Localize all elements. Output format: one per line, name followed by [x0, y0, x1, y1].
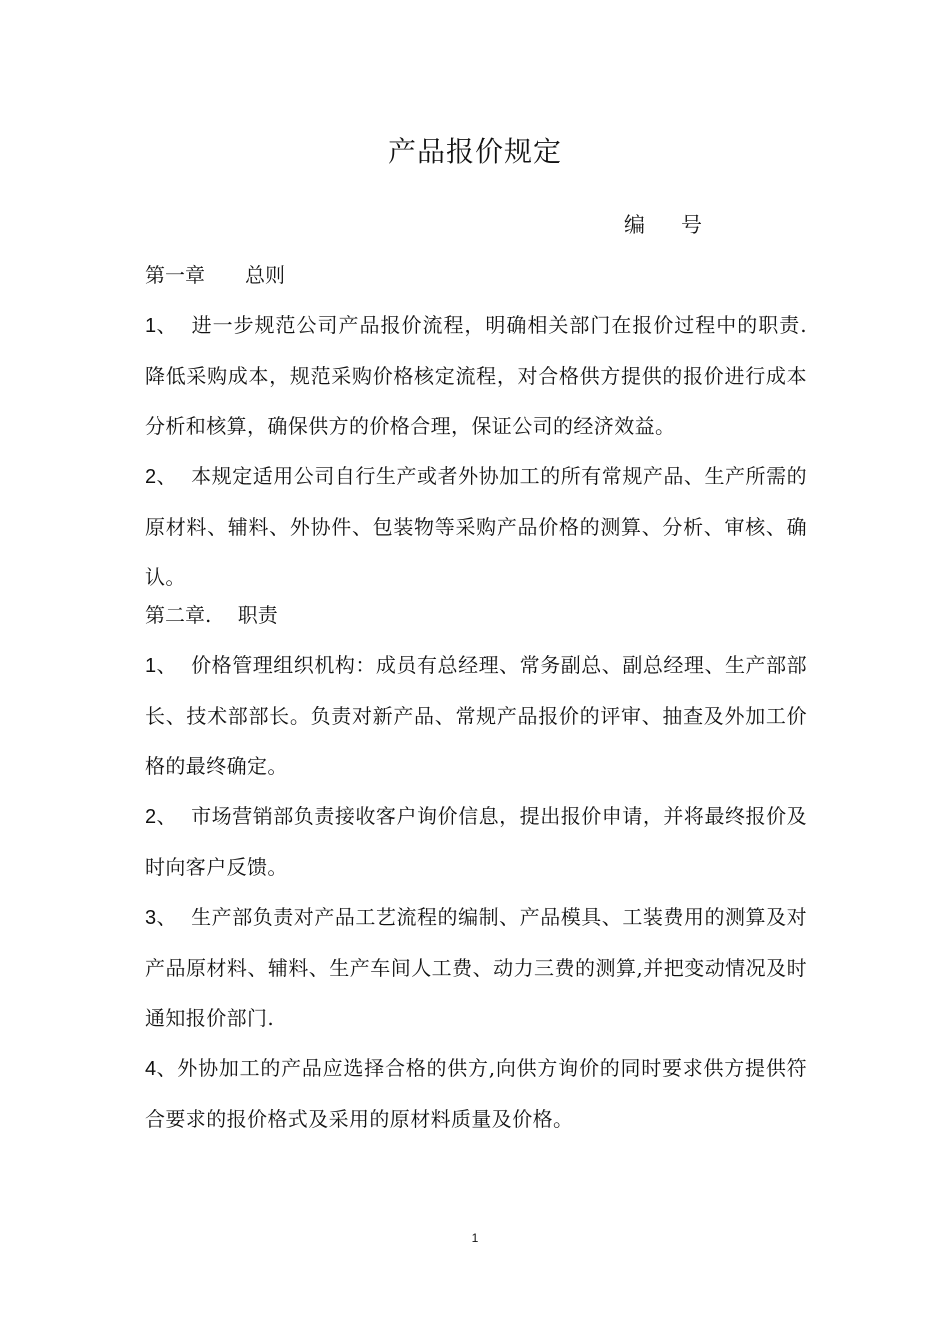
item-text: 本规定适用公司自行生产或者外协加工的所有常规产品、生产所需的原材料、辅料、外协件、包装物等采购产品价格的测算、分析、审核、确认。	[145, 464, 807, 589]
chapter-1-item-2	[145, 451, 807, 602]
item-text: 外协加工的产品应选择合格的供方,向供方询价的同时要求供方提供符合要求的报价格式及采用的原材料质量及价格。	[145, 1056, 807, 1131]
item-number: 4、	[145, 1058, 177, 1080]
item-text: 市场营销部负责接收客户询价信息，提出报价申请，并将最终报价及时向客户反馈。	[145, 804, 807, 879]
chapter-2-item-1	[145, 640, 807, 791]
document-body	[145, 260, 807, 1144]
document-title: 产品报价规定	[387, 135, 562, 168]
item-text: 生产部负责对产品工艺流程的编制、产品模具、工装费用的测算及对产品原材料、辅料、生产车间人工费、动力三费的测算,并把变动情况及时通知报价部门.	[145, 905, 807, 1030]
document-number-label: 编号	[624, 213, 738, 237]
chapter-2-heading: 第二章. 职责	[145, 603, 278, 627]
chapter-2-item-3	[145, 892, 807, 1043]
page-number: 1	[471, 1231, 479, 1245]
chapter-2-item-4	[145, 1043, 807, 1144]
chapter-1-item-1	[145, 300, 807, 451]
item-text: 价格管理组织机构：成员有总经理、常务副总、副总经理、生产部部长、技术部部长。负责对新产品、常规产品报价的评审、抽查及外加工价格的最终确定。	[145, 653, 807, 778]
chapter-1-heading: 第一章 总则	[145, 263, 285, 287]
item-number: 2、	[145, 806, 177, 828]
item-number: 1、	[145, 655, 177, 677]
chapter-2-item-2	[145, 791, 807, 892]
item-text: 进一步规范公司产品报价流程，明确相关部门在报价过程中的职责.降低采购成本，规范采购价格核定流程，对合格供方提供的报价进行成本分析和核算，确保供方的价格合理，保证公司的经济效益。	[145, 313, 807, 438]
item-number: 1、	[145, 315, 177, 337]
item-number: 3、	[145, 907, 177, 929]
item-number: 2、	[145, 466, 177, 488]
